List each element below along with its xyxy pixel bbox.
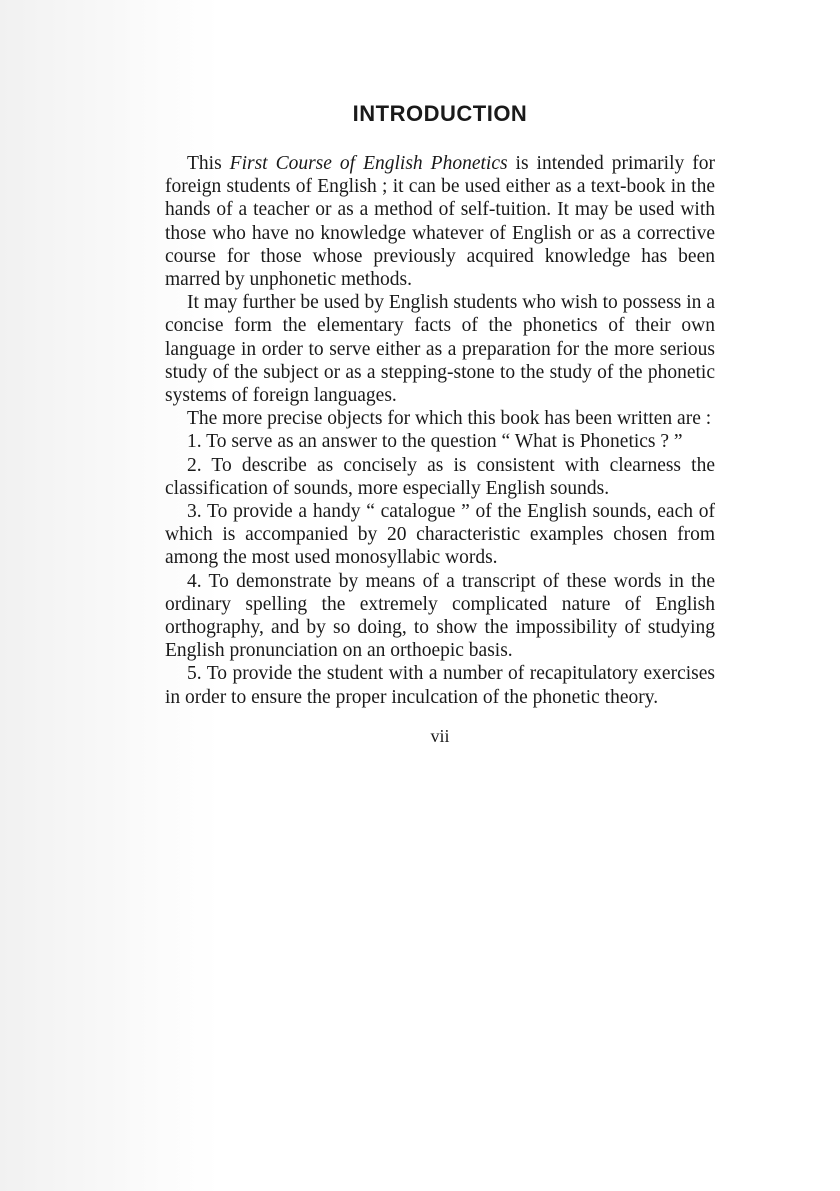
- intro-paragraph: [165, 152, 715, 291]
- intro-paragraph-start: This: [187, 153, 230, 174]
- english-students-paragraph: It may further be used by English students who wish to possess in a concise form the elementary facts of the phonetics of their own language in order to serve either as a preparation for the more serious study of the subject or as a stepping-stone to the study of the phonetic systems of foreign languages.: [165, 292, 715, 407]
- page-number: vii: [430, 725, 450, 746]
- objects-paragraph: The more precise objects for which this book has been written are :: [187, 408, 712, 430]
- object-item-5: 5. To provide the student with a number of recapitulatory exercises in order to ensure the proper inculcation of the phonetic theory.: [165, 663, 715, 708]
- intro-paragraph-rest: is intended primarily for foreign students of English ; it can be used either as a text-book in the hands of a teacher or as a method of self-tuition. It may be used with those who have no knowledge whatever of English or as a corrective course for those whose previously acquired knowledge has been marred by unphonetic methods.: [165, 153, 715, 291]
- object-item-4: 4. To demonstrate by means of a transcript of these words in the ordinary spelling the extremely complicated nature of English orthography, and by so doing, to show the impossibility of studying English pronunciation on an orthoepic basis.: [165, 570, 715, 662]
- book-title-italic: First Course of English Phonetics: [229, 153, 508, 174]
- object-item-1: 1. To serve as an answer to the question “ What is Phonetics ? ”: [187, 431, 683, 453]
- page-title: INTRODUCTION: [352, 101, 528, 126]
- object-item-3: 3. To provide a handy “ catalogue ” of the English sounds, each of which is accompanied by 20 characteristic examples chosen from among the most used monosyllabic words.: [165, 501, 715, 569]
- page-content: [165, 100, 715, 747]
- object-item-2: 2. To describe as concisely as is consistent with clearness the classification of sounds, more especially English sounds.: [165, 454, 715, 499]
